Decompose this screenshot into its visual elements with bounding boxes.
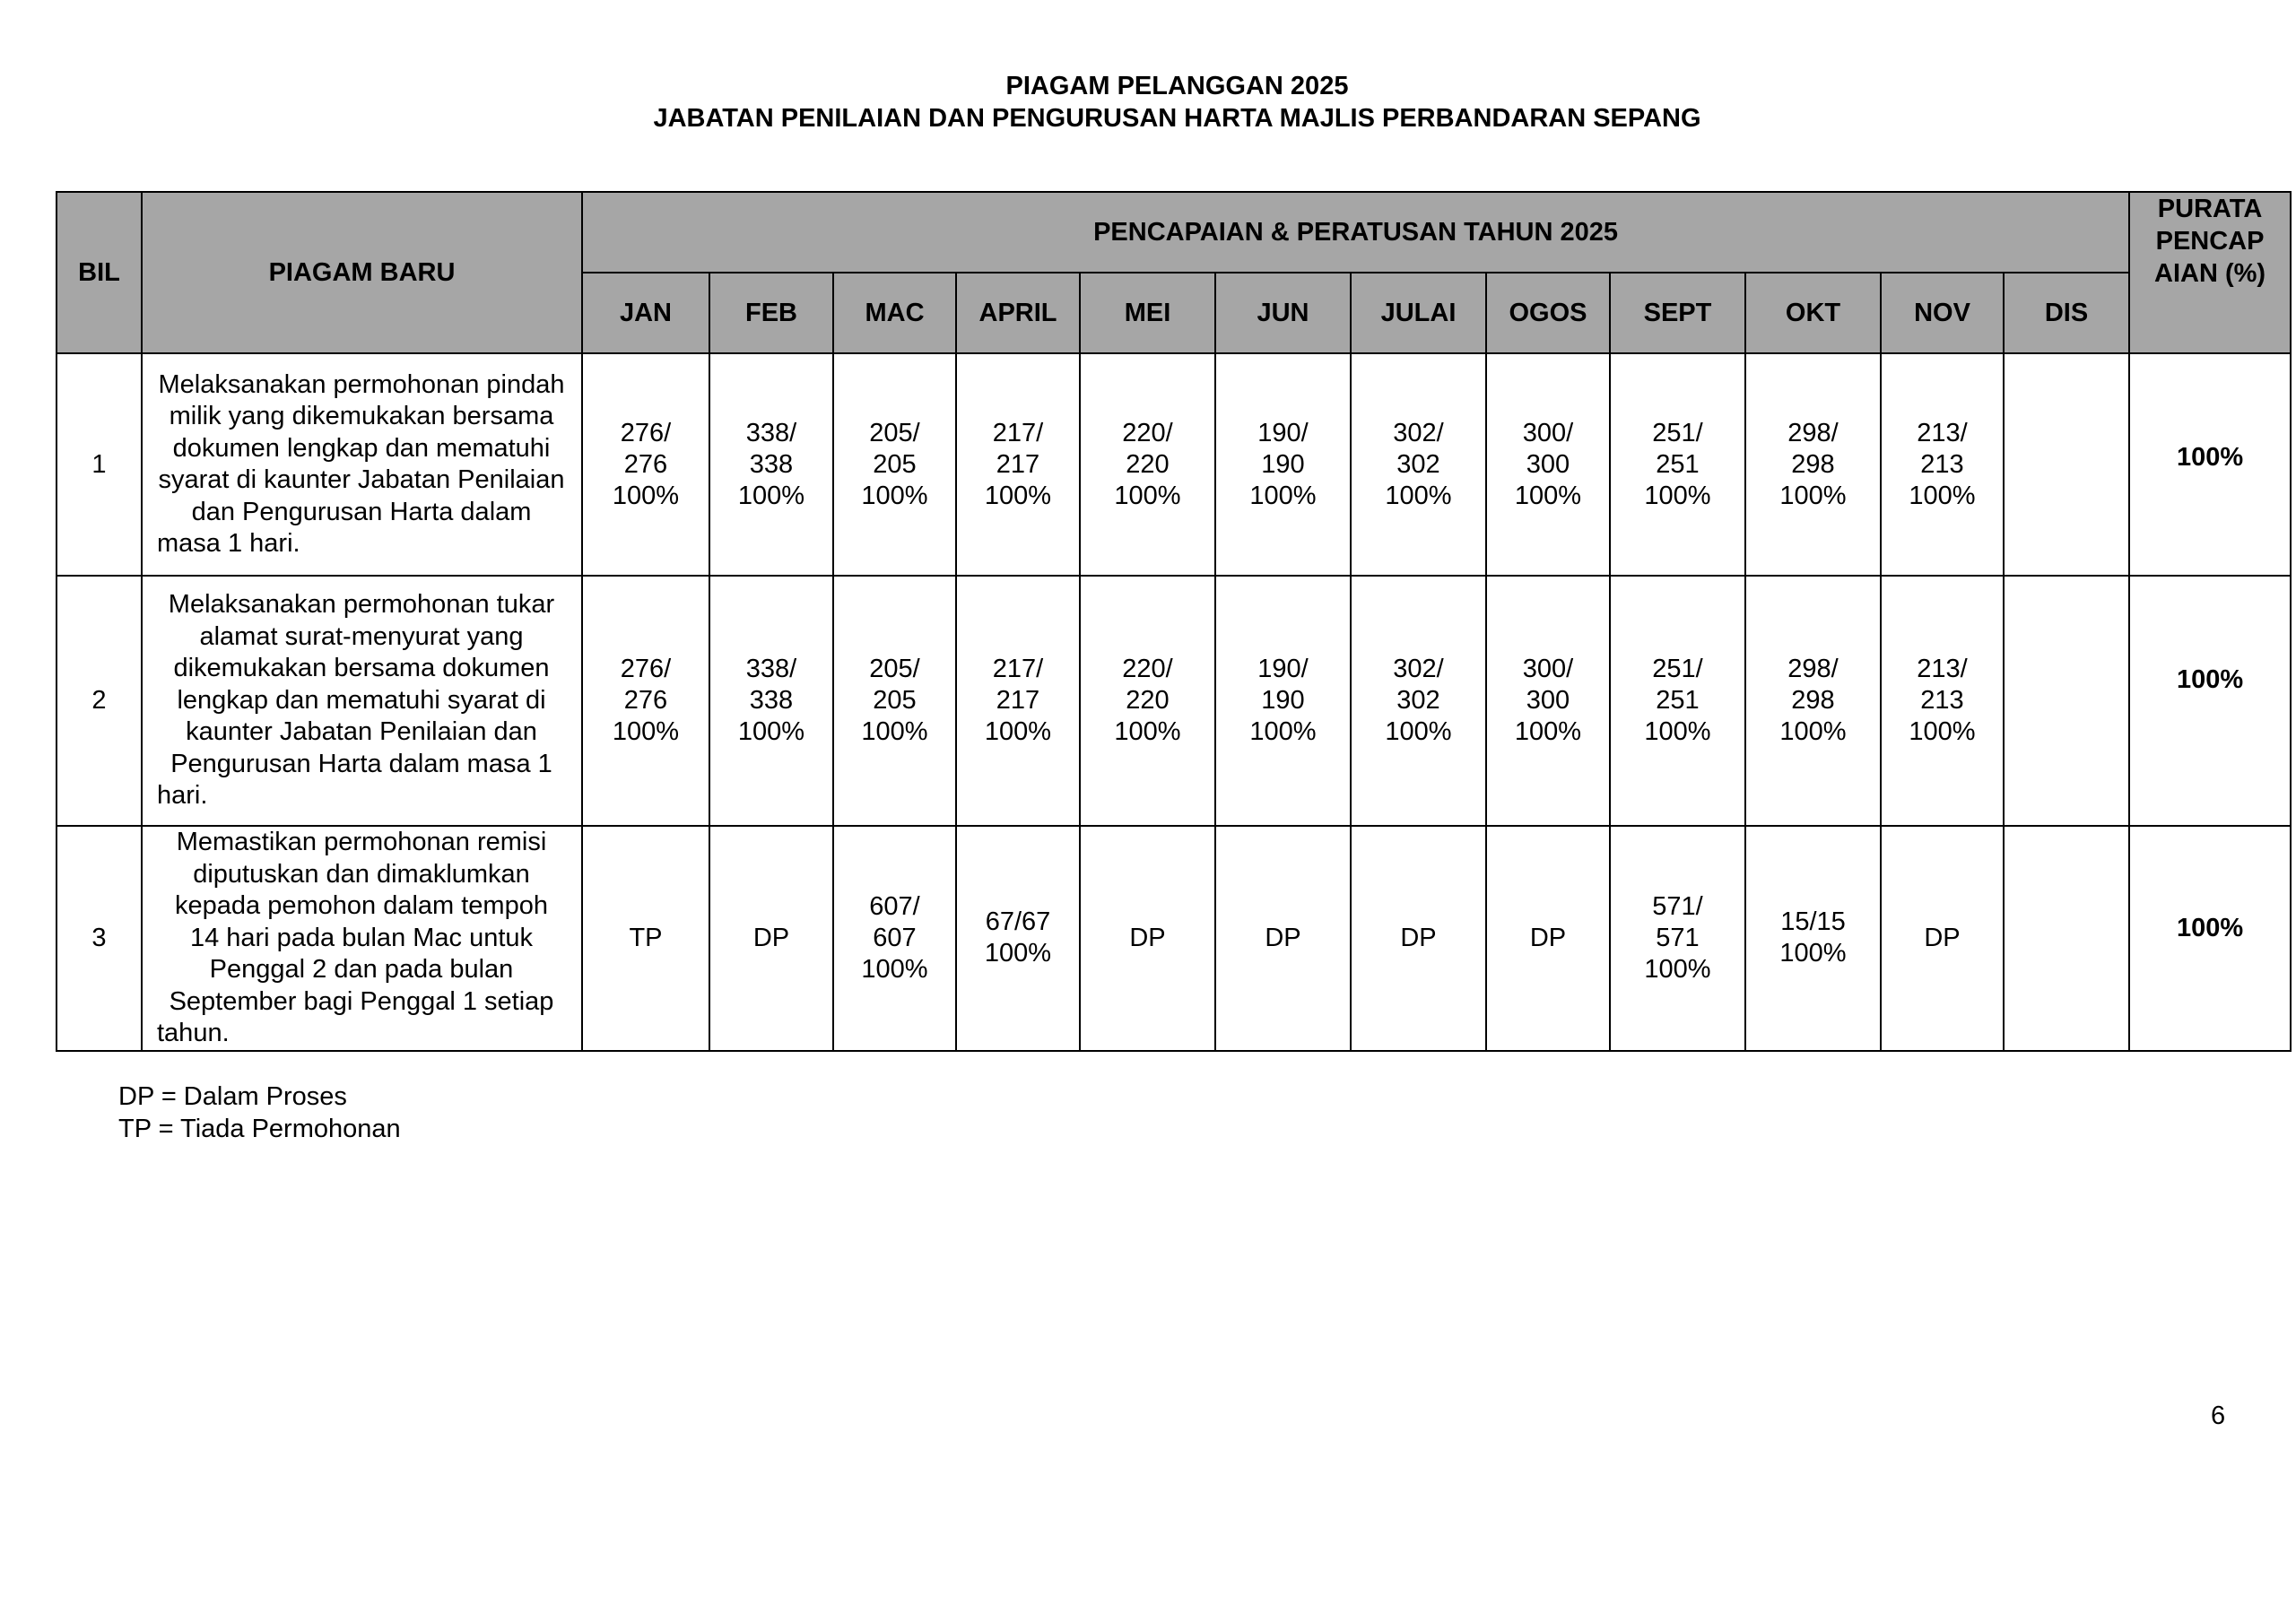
month-cell-jun (1215, 576, 1351, 826)
cell-value: 251 (1656, 686, 1700, 715)
month-cell-feb (709, 576, 833, 826)
row-bil: 2 (57, 576, 142, 826)
month-cell-dis (2004, 576, 2129, 826)
month-cell-april (956, 576, 1080, 826)
cell-value: 205 (873, 449, 917, 479)
month-cell-sept (1610, 826, 1745, 1051)
cell-value: 217/ (992, 655, 1044, 683)
cell-value: 190 (1261, 449, 1305, 479)
cell-value: 213 (1920, 686, 1964, 715)
cell-value: 100% (612, 481, 680, 510)
cell-value: 190 (1261, 686, 1305, 715)
header-month-nov: NOV (1881, 273, 2004, 353)
cell-value: 220 (1126, 449, 1170, 479)
cell-value: 607 (873, 923, 917, 952)
header-month-jan: JAN (582, 273, 709, 353)
header-month-mac: MAC (833, 273, 956, 353)
cell-value: 213/ (1917, 418, 1968, 447)
cell-value: 300/ (1522, 418, 1574, 447)
month-cell-jun (1215, 826, 1351, 1051)
page-number: 6 (2211, 1402, 2226, 1430)
header-month-sept: SEPT (1610, 273, 1745, 353)
cell-value: 338/ (745, 655, 797, 683)
month-cell-mei (1080, 353, 1215, 576)
cell-value: 276/ (620, 655, 672, 683)
header-month-april: APRIL (956, 273, 1080, 353)
document-title: PIAGAM PELANGGAN 2025 (1005, 72, 1349, 100)
cell-value: 205 (873, 686, 917, 715)
cell-value: 220/ (1122, 418, 1173, 447)
cell-value: 100% (1249, 481, 1317, 510)
cell-value: TP (629, 923, 663, 952)
cell-value: 100% (1114, 717, 1181, 746)
month-cell-ogos (1486, 576, 1610, 826)
cell-value: 217 (996, 686, 1040, 715)
month-cell-ogos (1486, 826, 1610, 1051)
cell-value: 100% (1644, 954, 1711, 984)
cell-value: 607/ (869, 891, 920, 921)
row-average: 100% (2129, 576, 2291, 826)
cell-value: 100% (612, 717, 680, 746)
header-month-julai: JULAI (1351, 273, 1486, 353)
cell-value: 190/ (1257, 418, 1309, 447)
cell-value: 338/ (745, 418, 797, 447)
month-cell-mac (833, 826, 956, 1051)
cell-value: 298/ (1787, 655, 1839, 683)
cell-value: 100% (1514, 717, 1582, 746)
cell-value: 190/ (1257, 655, 1309, 683)
cell-value: 100% (1644, 481, 1711, 510)
cell-value: 100% (737, 717, 805, 746)
cell-value: 100% (1779, 481, 1847, 510)
row-bil: 1 (57, 353, 142, 576)
cell-value: 302 (1396, 686, 1440, 715)
cell-value: 100% (984, 481, 1052, 510)
month-cell-julai (1351, 826, 1486, 1051)
month-cell-dis (2004, 353, 2129, 576)
cell-value: 100% (1385, 717, 1452, 746)
header-bil: BIL (57, 192, 142, 353)
month-cell-nov (1881, 353, 2004, 576)
cell-value: DP (1400, 923, 1437, 952)
cell-value: 15/15 (1780, 907, 1846, 937)
row-bil: 3 (57, 826, 142, 1051)
cell-value: 220 (1126, 686, 1170, 715)
table-row (57, 826, 2291, 1051)
cell-value: 100% (861, 717, 928, 746)
row-average: 100% (2129, 826, 2291, 1051)
header-month-feb: FEB (709, 273, 833, 353)
cell-value: 100% (1385, 481, 1452, 510)
month-cell-okt (1745, 826, 1881, 1051)
month-cell-julai (1351, 353, 1486, 576)
month-cell-jun (1215, 353, 1351, 576)
cell-value: 100% (1909, 717, 1976, 746)
cell-value: 217/ (992, 418, 1044, 447)
cell-value: 205/ (869, 418, 920, 447)
legend-tp: TP = Tiada Permohonan (118, 1115, 401, 1143)
cell-value: 220/ (1122, 655, 1173, 683)
month-cell-mei (1080, 826, 1215, 1051)
month-cell-okt (1745, 576, 1881, 826)
month-cell-nov (1881, 576, 2004, 826)
header-piagam: PIAGAM BARU (142, 192, 582, 353)
cell-value: 213/ (1917, 655, 1968, 683)
cell-value: 213 (1920, 449, 1964, 479)
cell-value: 276 (623, 449, 668, 479)
month-cell-jan (582, 826, 709, 1051)
cell-value: 217 (996, 449, 1040, 479)
document-subtitle: JABATAN PENILAIAN DAN PENGURUSAN HARTA MAJLIS PERBANDARAN SEPANG (653, 104, 1701, 133)
month-cell-mac (833, 576, 956, 826)
cell-value: 276 (623, 686, 668, 715)
cell-value: 100% (861, 481, 928, 510)
month-cell-sept (1610, 353, 1745, 576)
month-cell-ogos (1486, 353, 1610, 576)
month-cell-feb (709, 826, 833, 1051)
cell-value: 100% (737, 481, 805, 510)
legend-dp: DP = Dalam Proses (118, 1082, 347, 1111)
row-description: Melaksanakan permohonan tukar alamat surat-menyurat yang dikemukakan bersama dokumen lengkap dan mematuhi syarat di kaunter Jabatan Penilaian dan Pengurusan Harta dalam masa 1 hari. (142, 576, 582, 826)
month-cell-mac (833, 353, 956, 576)
cell-value: 100% (984, 717, 1052, 746)
month-cell-sept (1610, 576, 1745, 826)
cell-value: 100% (1114, 481, 1181, 510)
cell-value: DP (1529, 923, 1567, 952)
month-cell-april (956, 353, 1080, 576)
table-row (57, 576, 2291, 826)
row-description: Melaksanakan permohonan pindah milik yang dikemukakan bersama dokumen lengkap dan mematuhi syarat di kaunter Jabatan Penilaian dan Pengurusan Harta dalam masa 1 hari. (142, 353, 582, 576)
legend (118, 1081, 401, 1145)
month-cell-mei (1080, 576, 1215, 826)
table-row (57, 353, 2291, 576)
month-cell-dis (2004, 826, 2129, 1051)
cell-value: 302 (1396, 449, 1440, 479)
cell-value: 251 (1656, 449, 1700, 479)
cell-value: 100% (1779, 939, 1847, 968)
charter-table (56, 191, 2292, 1052)
row-average: 100% (2129, 353, 2291, 576)
cell-value: 100% (1644, 717, 1711, 746)
month-cell-april (956, 826, 1080, 1051)
cell-value: 251/ (1652, 655, 1703, 683)
cell-value: 276/ (620, 418, 672, 447)
cell-value: 300/ (1522, 655, 1574, 683)
month-cell-feb (709, 353, 833, 576)
cell-value: DP (1129, 923, 1166, 952)
cell-value: DP (752, 923, 790, 952)
cell-value: 100% (1249, 717, 1317, 746)
cell-value: 100% (984, 939, 1052, 968)
month-cell-jan (582, 576, 709, 826)
header-average: PURATA PENCAP AIAN (%) (2129, 192, 2291, 353)
cell-value: 100% (1779, 717, 1847, 746)
cell-value: 298/ (1787, 418, 1839, 447)
cell-value: 100% (861, 954, 928, 984)
month-cell-julai (1351, 576, 1486, 826)
cell-value: 300 (1526, 686, 1570, 715)
cell-value: 300 (1526, 449, 1570, 479)
cell-value: 571/ (1652, 891, 1703, 921)
cell-value: DP (1924, 923, 1961, 952)
month-cell-nov (1881, 826, 2004, 1051)
cell-value: 67/67 (985, 907, 1051, 937)
cell-value: 100% (1514, 481, 1582, 510)
cell-value: 302/ (1393, 418, 1444, 447)
month-cell-jan (582, 353, 709, 576)
header-month-ogos: OGOS (1486, 273, 1610, 353)
header-month-dis: DIS (2004, 273, 2129, 353)
cell-value: DP (1265, 923, 1301, 952)
header-month-okt: OKT (1745, 273, 1881, 353)
header-month-mei: MEI (1080, 273, 1215, 353)
cell-value: 338 (749, 449, 794, 479)
cell-value: 298 (1791, 449, 1835, 479)
row-description: Memastikan permohonan remisi diputuskan dan dimaklumkan kepada pemohon dalam tempoh 14 hari pada bulan Mac untuk Penggal 2 dan pada bulan September bagi Penggal 1 setiap tahun. (142, 826, 582, 1051)
header-achievement-group: PENCAPAIAN & PERATUSAN TAHUN 2025 (582, 192, 2129, 273)
cell-value: 302/ (1393, 655, 1444, 683)
cell-value: 100% (1909, 481, 1976, 510)
cell-value: 338 (749, 686, 794, 715)
cell-value: 251/ (1652, 418, 1703, 447)
month-cell-okt (1745, 353, 1881, 576)
document-header (0, 70, 2296, 135)
header-month-jun: JUN (1215, 273, 1351, 353)
cell-value: 205/ (869, 655, 920, 683)
cell-value: 298 (1791, 686, 1835, 715)
cell-value: 571 (1656, 923, 1700, 952)
